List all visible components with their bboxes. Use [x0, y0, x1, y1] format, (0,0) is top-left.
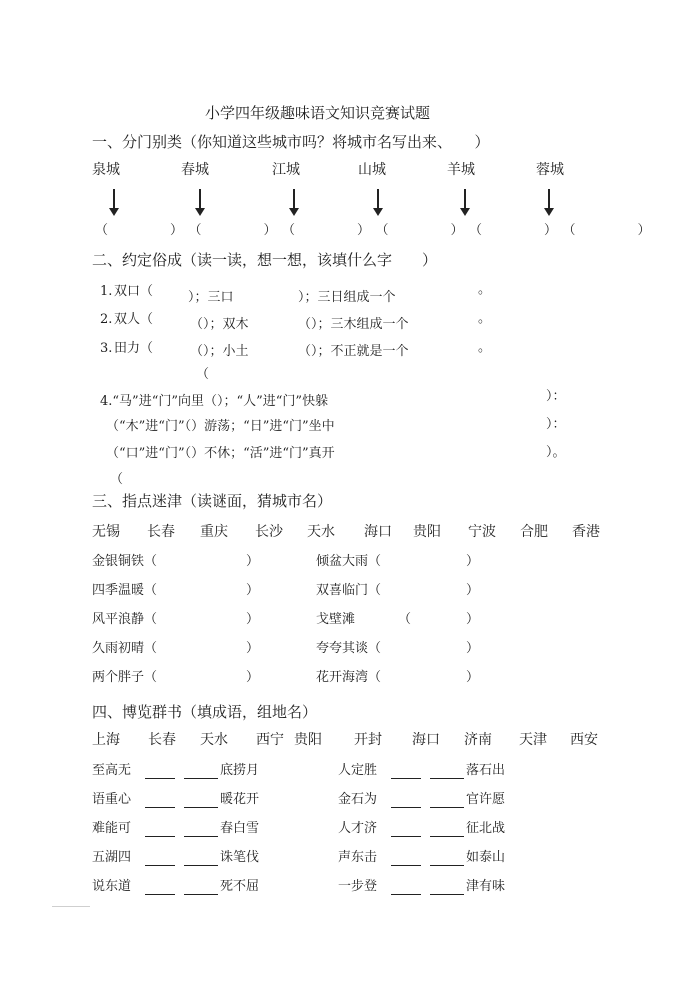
fill-blank[interactable] — [430, 836, 464, 837]
q4-line-2: （“木”进“门”（）游荡；“日”进“门”坐中 — [106, 419, 335, 434]
idiom-left-2-pre: 语重心 — [92, 792, 132, 807]
fill-blank[interactable] — [391, 865, 421, 866]
q2-part-c: （）；三木组成一个 — [298, 317, 409, 332]
fill-blank[interactable] — [145, 894, 175, 895]
idiom-right-1-pre: 人定胜 — [338, 763, 378, 778]
idiom-right-3-pre: 人才济 — [338, 821, 378, 836]
s3-city: 合肥 — [520, 524, 548, 540]
riddle-left-3-close: ） — [246, 612, 260, 627]
riddle-right-2: 双喜临门（ — [316, 583, 382, 598]
down-arrow-icon — [377, 189, 379, 209]
page-corner-mark — [52, 906, 90, 907]
idiom-left-2-post: 暖花开 — [220, 792, 260, 807]
q1-end: 。 — [478, 282, 492, 297]
city-chuncheng: 春城 — [181, 162, 209, 178]
idiom-right-2-pre: 金石为 — [338, 792, 378, 807]
page-title: 小学四年级趣味语文知识竞赛试题 — [205, 104, 431, 122]
s4-city: 西安 — [570, 732, 598, 748]
s3-city: 长春 — [147, 524, 175, 540]
s3-city: 长沙 — [255, 524, 283, 540]
section-1-heading: 一、分门别类（你知道这些城市吗？将城市名写出来、 ） — [92, 133, 490, 151]
down-arrow-icon — [464, 189, 466, 209]
idiom-left-1-post: 底捞月 — [220, 763, 260, 778]
s4-city: 开封 — [354, 732, 382, 748]
riddle-right-3-close: ） — [466, 612, 480, 627]
idiom-left-1-pre: 至高无 — [92, 763, 132, 778]
city-rongcheng: 蓉城 — [536, 162, 564, 178]
riddle-left-1: 金银铜铁（ — [92, 554, 158, 569]
s4-city: 上海 — [92, 732, 120, 748]
s3-city: 香港 — [572, 524, 600, 540]
riddle-right-1: 倾盆大雨（ — [316, 554, 382, 569]
fill-blank[interactable] — [184, 807, 218, 808]
section-3-heading: 三、指点迷津（读谜面，猜城市名） — [92, 492, 333, 510]
city-jiangcheng: 江城 — [272, 162, 300, 178]
fill-blank[interactable] — [430, 807, 464, 808]
riddle-right-5-close: ） — [466, 670, 480, 685]
fill-blank[interactable] — [184, 836, 218, 837]
fill-blank[interactable] — [184, 778, 218, 779]
q3-part-b: （）；小土 — [190, 344, 249, 359]
idiom-right-5-post: 津有味 — [466, 879, 506, 894]
idiom-right-4-post: 如泰山 — [466, 850, 506, 865]
q4-line-1-end: ）： — [546, 389, 566, 404]
riddle-left-5: 两个胖子（ — [92, 670, 158, 685]
idiom-left-4-post: 诛笔伐 — [220, 850, 260, 865]
s4-city: 济南 — [464, 732, 492, 748]
riddle-right-1-close: ） — [466, 554, 480, 569]
riddle-left-5-close: ） — [246, 670, 260, 685]
riddle-left-4-close: ） — [246, 641, 260, 656]
s3-city: 贵阳 — [413, 524, 441, 540]
riddle-right-3-open: （ — [398, 612, 412, 627]
down-arrow-icon — [199, 189, 201, 209]
answer-parens-row: （ ）（ ）（ ）（ ）（ ）（ ） — [95, 223, 663, 238]
fill-blank[interactable] — [430, 778, 464, 779]
fill-blank[interactable] — [391, 836, 421, 837]
riddle-right-3: 戈壁滩 — [316, 612, 356, 627]
idiom-left-4-pre: 五湖四 — [92, 850, 132, 865]
q3-part-a: 田力（ — [114, 341, 154, 356]
q4-line-2-end: ）： — [546, 417, 566, 432]
section-2-heading: 二、约定俗成（读一读，想一想，该填什么字 ） — [92, 251, 438, 269]
fill-blank[interactable] — [145, 865, 175, 866]
q2-number: 2. — [100, 312, 113, 327]
idiom-right-1-post: 落石出 — [466, 763, 506, 778]
riddle-right-4-close: ） — [466, 641, 480, 656]
q2-part-b: （）；双木 — [190, 317, 249, 332]
fill-blank[interactable] — [391, 778, 421, 779]
s3-city: 天水 — [307, 524, 335, 540]
s4-city: 天水 — [200, 732, 228, 748]
q4-line-1: 4.“马”进“门”向里（）；“人”进“门”快躲 — [100, 394, 329, 409]
idiom-left-3-pre: 难能可 — [92, 821, 132, 836]
q2-end: 。 — [478, 311, 492, 326]
s4-city: 天津 — [519, 732, 547, 748]
s4-city: 西宁 — [256, 732, 284, 748]
idiom-left-5-pre: 说东道 — [92, 879, 132, 894]
q1-number: 1. — [100, 284, 113, 299]
q1-part-b: ）；三口 — [188, 290, 234, 305]
riddle-right-5: 花开海湾（ — [316, 670, 382, 685]
idiom-right-4-pre: 声东击 — [338, 850, 378, 865]
idiom-right-2-post: 官许愿 — [466, 792, 506, 807]
idiom-right-5-pre: 一步登 — [338, 879, 378, 894]
s3-city: 重庆 — [200, 524, 228, 540]
riddle-right-4: 夸夸其谈（ — [316, 641, 382, 656]
down-arrow-icon — [293, 189, 295, 209]
fill-blank[interactable] — [184, 894, 218, 895]
q3-extra-paren: （ — [196, 367, 210, 382]
s3-city: 海口 — [364, 524, 392, 540]
fill-blank[interactable] — [391, 894, 421, 895]
fill-blank[interactable] — [391, 807, 421, 808]
s4-city: 海口 — [412, 732, 440, 748]
city-quancheng: 泉城 — [92, 162, 120, 178]
riddle-left-2: 四季温暖（ — [92, 583, 158, 598]
s3-city: 宁波 — [468, 524, 496, 540]
city-shancheng: 山城 — [358, 162, 386, 178]
q1-part-a: 双口（ — [114, 284, 154, 299]
idiom-left-5-post: 死不屈 — [220, 879, 260, 894]
section-4-heading: 四、博览群书（填成语，组地名） — [92, 703, 318, 721]
fill-blank[interactable] — [145, 778, 175, 779]
s4-city: 贵阳 — [294, 732, 322, 748]
fill-blank[interactable] — [430, 865, 464, 866]
q1-part-c: ）；三日组成一个 — [298, 290, 396, 305]
s4-city: 长春 — [148, 732, 176, 748]
fill-blank[interactable] — [145, 807, 175, 808]
riddle-right-2-close: ） — [466, 583, 480, 598]
q3-part-c: （）；不正就是一个 — [298, 344, 409, 359]
q4-line-3-end: ）。 — [546, 445, 566, 460]
fill-blank[interactable] — [145, 836, 175, 837]
riddle-left-3: 风平浪静（ — [92, 612, 158, 627]
city-yangcheng: 羊城 — [447, 162, 475, 178]
q4-line-3: （“口”进“门”（）不休；“活”进“门”真开 — [106, 446, 335, 461]
fill-blank[interactable] — [430, 894, 464, 895]
s3-city: 无锡 — [92, 524, 120, 540]
idiom-right-3-post: 征北战 — [466, 821, 506, 836]
q4-extra-paren: （ — [110, 472, 124, 487]
idiom-left-3-post: 春白雪 — [220, 821, 260, 836]
fill-blank[interactable] — [184, 865, 218, 866]
riddle-left-4: 久雨初晴（ — [92, 641, 158, 656]
q3-number: 3. — [100, 341, 113, 356]
riddle-left-1-close: ） — [246, 554, 260, 569]
down-arrow-icon — [113, 189, 115, 209]
down-arrow-icon — [548, 189, 550, 209]
riddle-left-2-close: ） — [246, 583, 260, 598]
q3-end: 。 — [478, 340, 492, 355]
q2-part-a: 双人（ — [114, 312, 154, 327]
